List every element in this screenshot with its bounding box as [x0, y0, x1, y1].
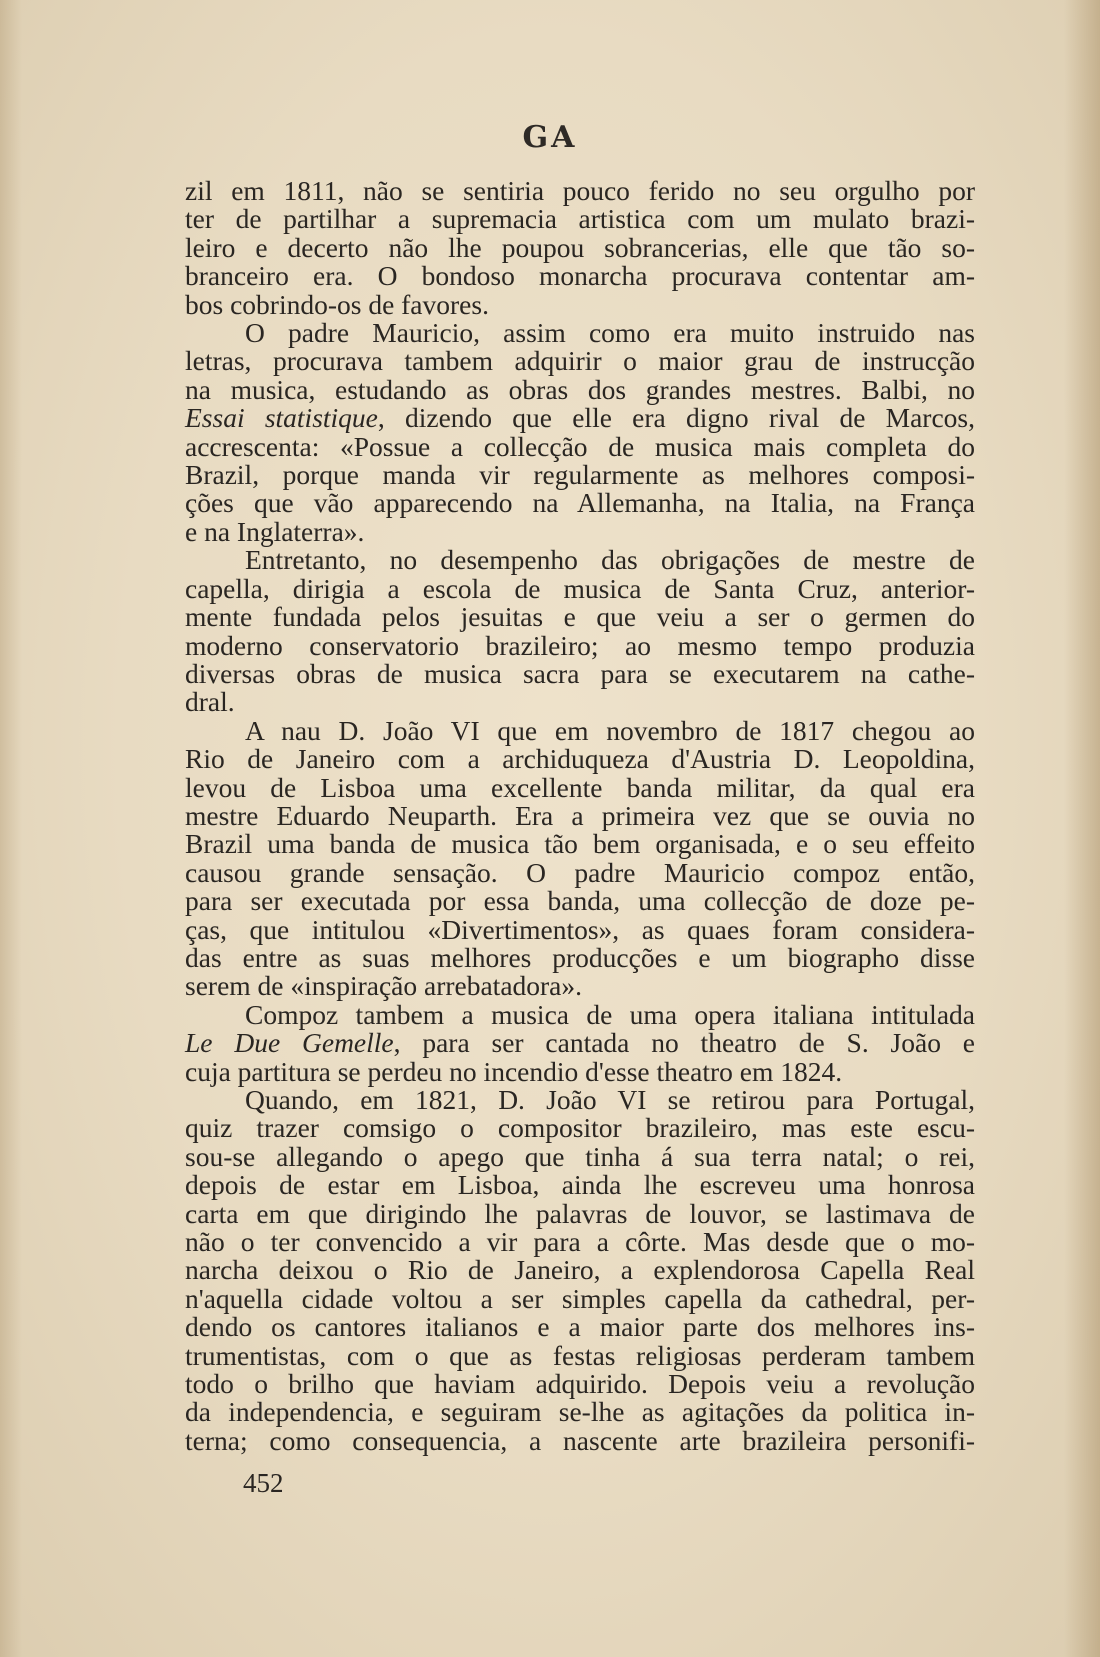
text-line: sou-se allegando o apego que tinha á sua terra natal; o rei, — [185, 1140, 975, 1172]
text-line: dendo os cantores italianos e a maior parte dos melhores ins- — [185, 1311, 975, 1343]
text-line: Brazil, porque manda vir regularmente as melhores composi- — [185, 459, 975, 491]
text-line: terna; como consequencia, a nascente arte brazileira personifi- — [185, 1424, 975, 1456]
text-line: das entre as suas melhores producções e um biographo disse — [185, 941, 975, 973]
text-line — [185, 404, 975, 432]
text-line: A nau D. João VI que em novembro de 1817 chegou ao — [245, 714, 975, 746]
text-line: na musica, estudando as obras dos grandes mestres. Balbi, no — [185, 373, 975, 405]
text-line: e na Inglaterra». — [185, 515, 365, 547]
text-line: mestre Eduardo Neuparth. Era a primeira vez que se ouvia no — [185, 799, 975, 831]
text-line: causou grande sensação. O padre Mauricio compoz então, — [185, 856, 975, 888]
text-line: todo o brilho que haviam adquirido. Depois veiu a revolução — [185, 1368, 975, 1400]
running-header: GA — [522, 120, 578, 155]
text-line: para ser executada por essa banda, uma collecção de doze pe- — [185, 885, 975, 917]
page-edge-shadow-right — [1064, 0, 1100, 1657]
text-line: mente fundada pelos jesuitas e que veiu a ser o germen do — [185, 601, 975, 633]
text-line: diversas obras de musica sacra para se executarem na cathe- — [185, 657, 975, 689]
text-line: leiro e decerto não lhe poupou sobrancerias, elle que tão so- — [185, 231, 975, 263]
text-run: , dizendo que elle era digno rival de Marcos, — [377, 402, 975, 434]
text-line: ções que vão apparecendo na Allemanha, na Italia, na França — [185, 487, 975, 519]
text-line: levou de Lisboa uma excellente banda militar, da qual era — [185, 771, 975, 803]
text-line — [185, 1029, 975, 1057]
text-line: n'aquella cidade voltou a ser simples capella da cathedral, per- — [185, 1282, 975, 1314]
page-number: 452 — [243, 1468, 284, 1498]
text-line: quiz trazer comsigo o compositor brazileiro, mas este escu- — [185, 1112, 975, 1144]
text-line: branceiro era. O bondoso monarcha procurava contentar am- — [185, 260, 975, 292]
text-run: , para ser cantada no theatro de S. João e — [393, 1027, 976, 1059]
text-line: ças, que intitulou «Divertimentos», as quaes foram considera- — [185, 913, 975, 945]
text-line: Brazil uma banda de musica tão bem organisada, e o seu effeito — [185, 828, 975, 860]
text-line: O padre Mauricio, assim como era muito instruido nas — [245, 317, 975, 349]
text-line: Compoz tambem a musica de uma opera italiana intitulada — [245, 998, 975, 1030]
text-line: Entretanto, no desempenho das obrigações de mestre de — [245, 544, 975, 576]
italic-title: Le Due Gemelle — [185, 1027, 394, 1059]
text-line: cuja partitura se perdeu no incendio d'esse theatro em 1824. — [185, 1055, 843, 1087]
text-line: carta em que dirigindo lhe palavras de louvor, se lastimava de — [185, 1197, 975, 1229]
text-line: moderno conservatorio brazileiro; ao mesmo tempo produzia — [185, 629, 975, 661]
page-edge-shadow-left — [0, 0, 22, 1657]
body-text — [185, 177, 975, 1455]
text-line: accrescenta: «Possue a collecção de musica mais completa do — [185, 430, 975, 462]
text-line: da independencia, e seguiram se-lhe as agitações da politica in- — [185, 1396, 975, 1428]
text-line: Rio de Janeiro com a archiduqueza d'Austria D. Leopoldina, — [185, 743, 975, 775]
text-line: narcha deixou o Rio de Janeiro, a explendorosa Capella Real — [185, 1254, 975, 1286]
text-line: dral. — [185, 686, 235, 718]
text-line: Quando, em 1821, D. João VI se retirou para Portugal, — [245, 1084, 975, 1115]
text-line: serem de «inspiração arrebatadora». — [185, 970, 583, 1002]
text-line: ter de partilhar a supremacia artistica com um mulato brazi- — [185, 203, 975, 235]
text-line: não o ter convencido a vir para a côrte. Mas desde que o mo- — [185, 1226, 975, 1258]
text-line: depois de estar em Lisboa, ainda lhe escreveu uma honrosa — [185, 1169, 975, 1201]
text-line: letras, procurava tambem adquirir o maior grau de instrucção — [185, 345, 975, 377]
text-line: zil em 1811, não se sentiria pouco ferido no seu orgulho por — [185, 175, 975, 206]
italic-title: Essai statistique — [185, 402, 378, 434]
text-line: trumentistas, com o que as festas religiosas perderam tambem — [185, 1339, 975, 1371]
text-line: capella, dirigia a escola de musica de Santa Cruz, anterior- — [185, 572, 975, 604]
text-line: bos cobrindo-os de favores. — [185, 288, 489, 320]
